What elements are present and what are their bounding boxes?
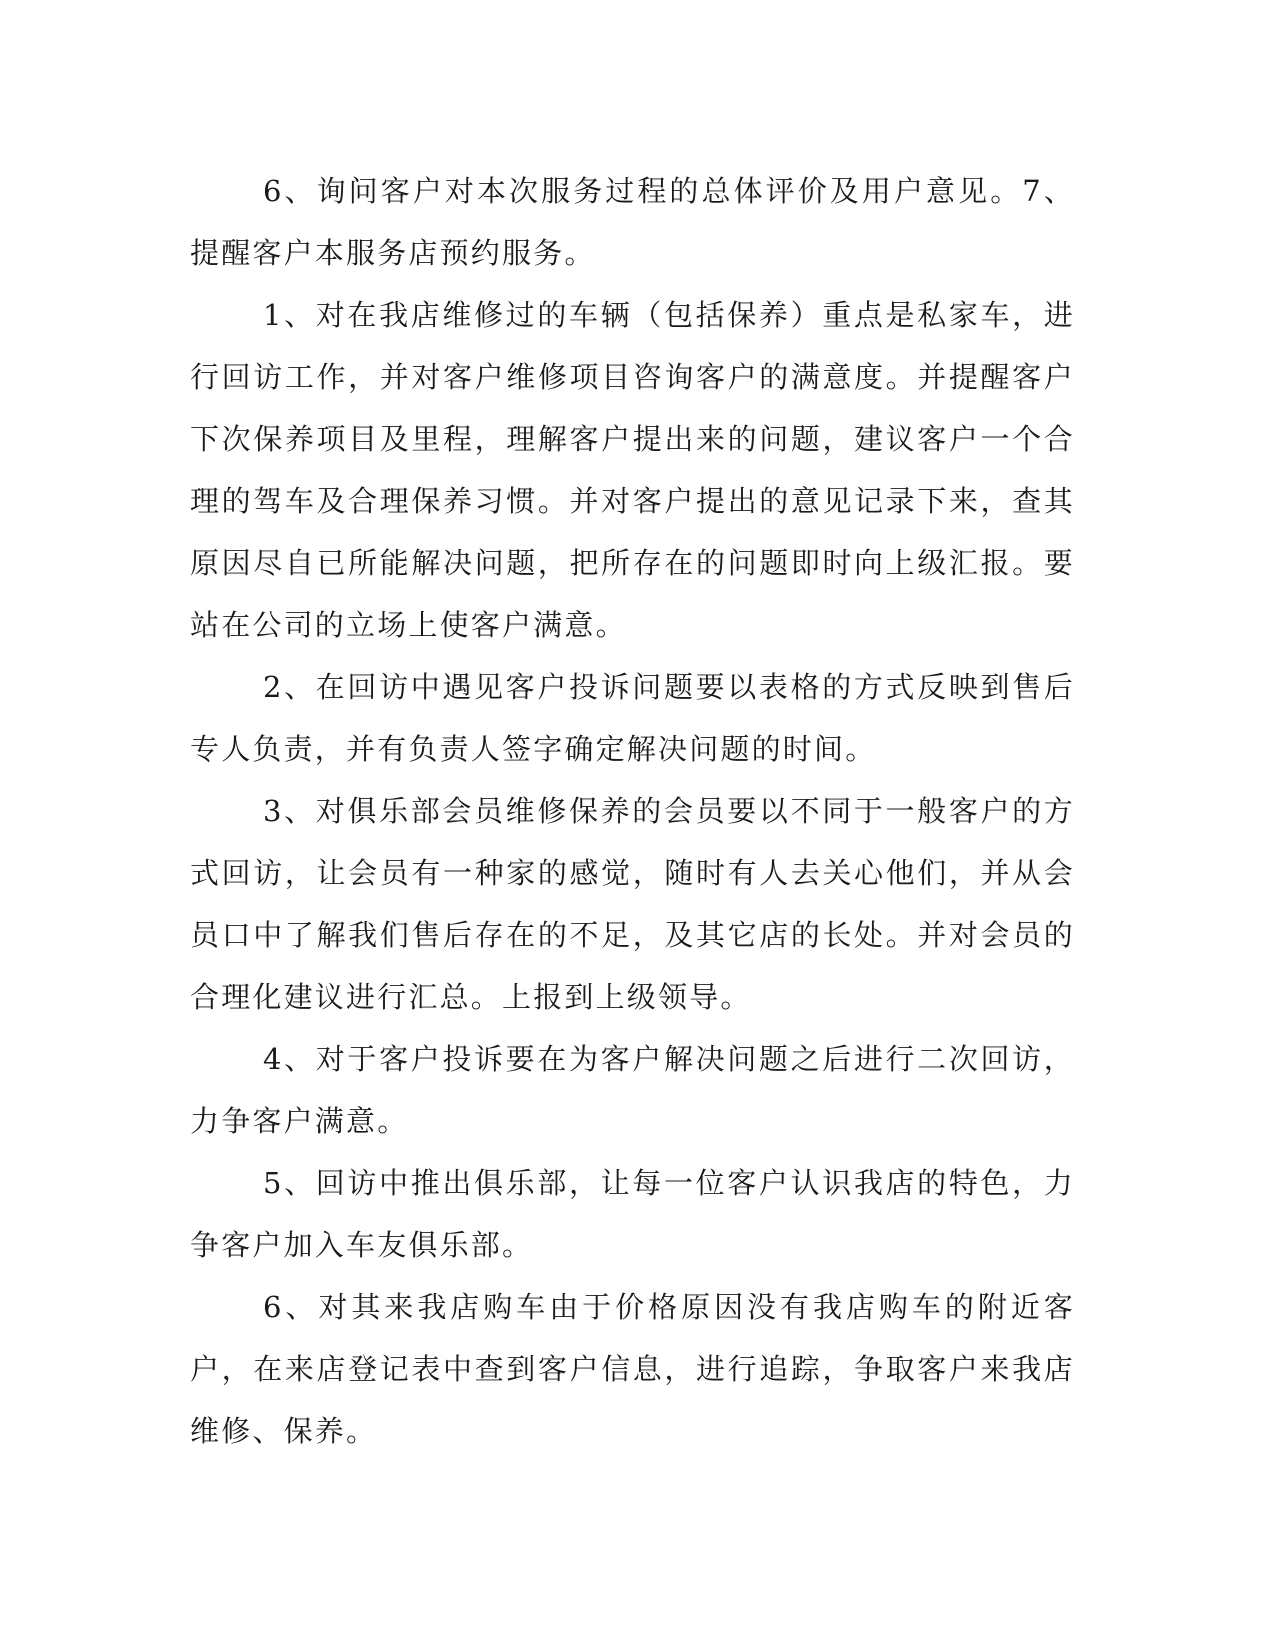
document-body bbox=[190, 160, 1075, 1462]
paragraph-item-2: 2、在回访中遇见客户投诉问题要以表格的方式反映到售后专人负责，并有负责人签字确定解决问题的时间。 bbox=[190, 670, 1075, 766]
paragraph-item-3: 3、对俱乐部会员维修保养的会员要以不同于一般客户的方式回访，让会员有一种家的感觉，随时有人去关心他们，并从会员口中了解我们售后存在的不足，及其它店的长处。并对会员的合理化建议进行汇总。上报到上级领导。 bbox=[190, 794, 1075, 1014]
paragraph-item-4: 4、对于客户投诉要在为客户解决问题之后进行二次回访，力争客户满意。 bbox=[190, 1042, 1075, 1138]
paragraph-item-6: 6、对其来我店购车由于价格原因没有我店购车的附近客户，在来店登记表中查到客户信息，进行追踪，争取客户来我店维修、保养。 bbox=[190, 1290, 1075, 1448]
paragraph-follow-up-items: 6、询问客户对本次服务过程的总体评价及用户意见。7、提醒客户本服务店预约服务。 bbox=[190, 174, 1075, 270]
paragraph-item-1: 1、对在我店维修过的车辆（包括保养）重点是私家车，进行回访工作，并对客户维修项目咨询客户的满意度。并提醒客户下次保养项目及里程，理解客户提出来的问题，建议客户一个合理的驾车及合理保养习惯。并对客户提出的意见记录下来，查其原因尽自已所能解决问题，把所存在的问题即时向上级汇报。要站在公司的立场上使客户满意。 bbox=[190, 298, 1075, 642]
paragraph-item-5: 5、回访中推出俱乐部，让每一位客户认识我店的特色，力争客户加入车友俱乐部。 bbox=[190, 1166, 1075, 1262]
